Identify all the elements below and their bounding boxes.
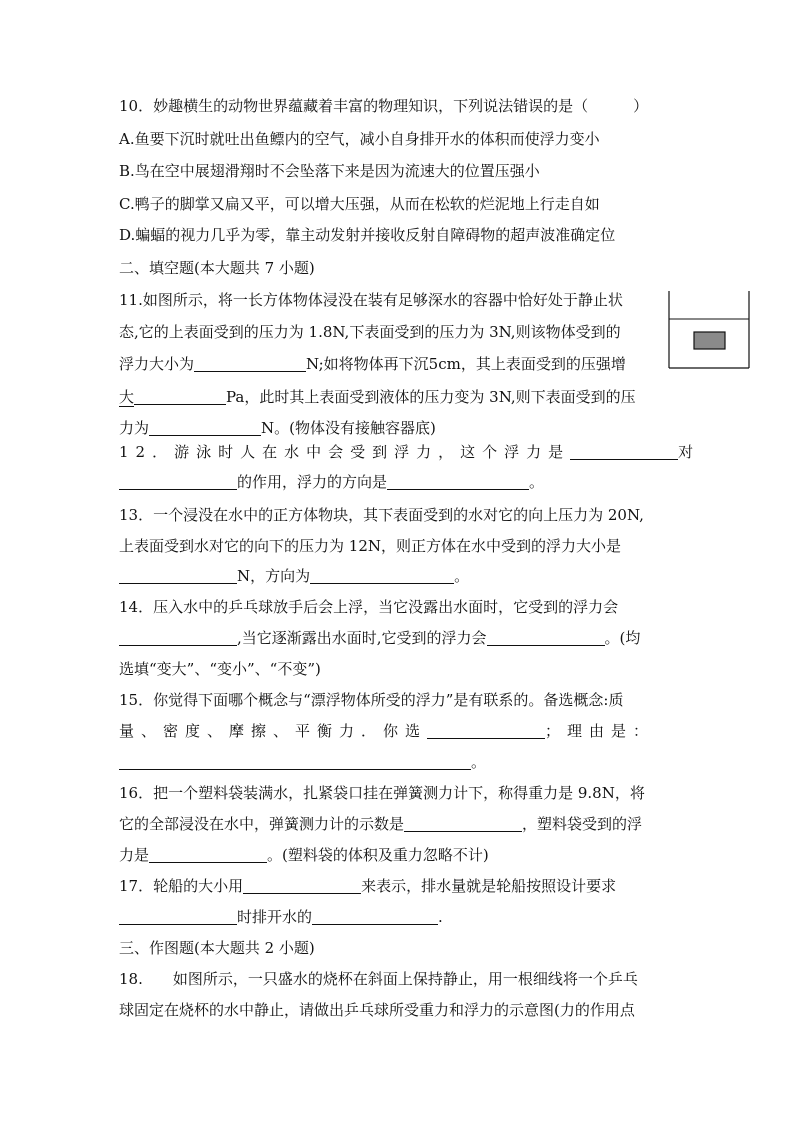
q13-line-2: 上表面受到水对它的向下的压力为 12N，则正方体在水中受到的浮力大小是 — [119, 537, 621, 555]
q12-blank-2[interactable] — [119, 473, 237, 490]
q14-line-1: 14．压入水中的乒乓球放手后会上浮，当它没露出水面时，它受到的浮力会 — [119, 598, 619, 616]
q18-line-2: 球固定在烧杯的水中静止，请做出乒乓球所受重力和浮力的示意图(力的作用点 — [119, 1001, 635, 1019]
q12-line-1: 12．游泳时人在水中会受到浮力，这个浮力是 对 — [119, 443, 701, 461]
q10-option-a: A.鱼要下沉时就吐出鱼鳔内的空气，减小自身排开水的体积而使浮力变小 — [119, 130, 600, 148]
q17-blank-3[interactable] — [312, 908, 438, 925]
q13-blank-2[interactable] — [310, 567, 454, 584]
q15-blank-2[interactable] — [119, 753, 471, 770]
q14-blank-2[interactable] — [487, 629, 605, 646]
q13-blank-1[interactable] — [119, 567, 237, 584]
q11-blank-1[interactable] — [194, 355, 306, 372]
q17-blank-1[interactable] — [243, 877, 361, 894]
q14-line-3: 选填“变大”、“变小”、“不变”) — [119, 660, 321, 678]
q11-line-1: 11.如图所示，将一长方体物体浸没在装有足够深水的容器中恰好处于静止状 — [119, 291, 623, 309]
q16-blank-2[interactable] — [149, 846, 267, 863]
q16-line-2: 它的全部浸没在水中，弹簧测力计的示数是 ，塑料袋受到的浮 — [119, 815, 643, 833]
q13-line-3: N，方向为 。 — [119, 566, 469, 586]
q12-blank-3[interactable] — [387, 473, 529, 490]
q11-blank-2[interactable] — [134, 388, 226, 405]
q15-line-1: 15．你觉得下面哪个概念与“漂浮物体所受的浮力”是有联系的。备选概念:质 — [119, 691, 624, 709]
q16-blank-1[interactable] — [404, 815, 522, 832]
q10-stem: 10．妙趣横生的动物世界蕴藏着丰富的物理知识，下列说法错误的是（ ） — [119, 97, 649, 115]
q17-line-1: 17．轮船的大小用 来表示，排水量就是轮船按照设计要求 — [119, 877, 617, 895]
q11-blank-3[interactable] — [149, 419, 261, 436]
container-with-block-figure — [668, 291, 750, 369]
q10-option-d: D.蝙蝠的视力几乎为零，靠主动发射并接收反射自障碍物的超声波准确定位 — [119, 226, 616, 244]
q16-line-3: 力是 。(塑料袋的体积及重力忽略不计) — [119, 846, 489, 864]
q15-line-3: 。 — [119, 752, 486, 772]
q14-line-2: ,当它逐渐露出水面时,它受到的浮力会 。(均 — [119, 628, 640, 648]
q13-line-1: 13．一个浸没在水中的正方体物块，其下表面受到的水对它的向上压力为 20N, — [119, 506, 644, 524]
q11-line-3: 浮力大小为 N;如将物体再下沉5cm，其上表面受到的压强增 — [119, 355, 626, 373]
q15-blank-1[interactable] — [427, 722, 545, 739]
q18-line-1: 18. 如图所示，一只盛水的烧杯在斜面上保持静止，用一根细线将一个乒乓 — [119, 970, 638, 988]
q17-line-2: 时排开水的 . — [119, 907, 443, 927]
q11-line-2: 态,它的上表面受到的压力为 1.8N,下表面受到的压力为 3N,则该物体受到的 — [119, 323, 621, 341]
q11-line-5: 力为 N。(物体没有接触容器底) — [119, 419, 436, 437]
section-fill-in-title: 二、填空题(本大题共 7 小题) — [119, 259, 315, 277]
q11-line-4: 大 Pa，此时其上表面受到液体的压力变为 3N,则下表面受到的压 — [119, 388, 636, 406]
q12-line-2: 的作用，浮力的方向是 。 — [119, 472, 544, 492]
q10-option-b: B.鸟在空中展翅滑翔时不会坠落下来是因为流速大的位置压强小 — [119, 162, 540, 180]
section-drawing-title: 三、作图题(本大题共 2 小题) — [119, 939, 315, 957]
q16-line-1: 16．把一个塑料袋装满水，扎紧袋口挂在弹簧测力计下，称得重力是 9.8N，将 — [119, 784, 645, 802]
q14-blank-1[interactable] — [119, 629, 237, 646]
q12-blank-1[interactable] — [570, 443, 678, 460]
q15-line-2: 量、密度、摩擦、平衡力．你选 ；理由是： — [119, 722, 656, 740]
q17-blank-2[interactable] — [119, 908, 237, 925]
q10-option-c: C.鸭子的脚掌又扁又平，可以增大压强，从而在松软的烂泥地上行走自如 — [119, 195, 600, 213]
